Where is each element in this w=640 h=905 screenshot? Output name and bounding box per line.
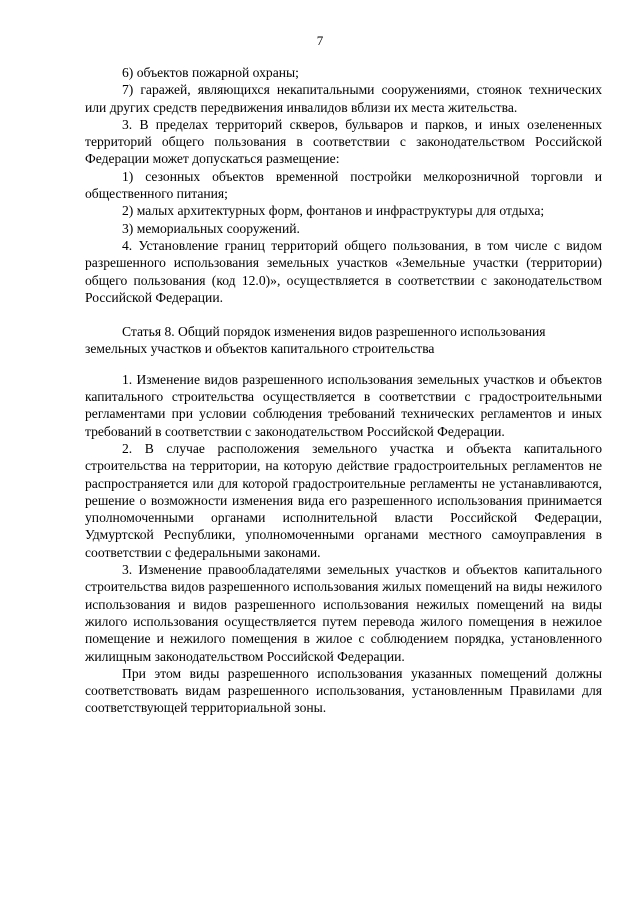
document-body bbox=[85, 64, 602, 717]
spacer bbox=[85, 306, 602, 323]
spacer bbox=[85, 358, 602, 371]
article-8-heading: Статья 8. Общий порядок изменения видов разрешенного использования земельных участков и объектов капитального строительства bbox=[85, 324, 546, 357]
article-8-paragraph-1: 1. Изменение видов разрешенного использования земельных участков и объектов капитального строительства осуществляется в соответствии с градостроительными регламентами при условии соблюдения требований технических регламентов и иных требований в соответствии с законодательством Российской Федерации. bbox=[85, 371, 602, 439]
paragraph-4: 4. Установление границ территорий общего пользования, в том числе с видом разрешенного использования земельных участков «Земельные участки (территории) общего пользования (код 12.0)», осуществляется в соответствии с законодательством Российской Федерации. bbox=[85, 237, 602, 305]
list-item: 2) малых архитектурных форм, фонтанов и инфраструктуры для отдыха; bbox=[122, 203, 545, 219]
article-8-paragraph-3: 3. Изменение правообладателями земельных участков и объектов капитального строительства видов разрешенного использования жилых помещений на виды нежилого использования и видов разрешенного использования нежилых помещений на виды жилого использования осуществляется путем перевода жилого помещения в нежилое помещение и нежилого помещения в жилое с соблюдением порядка, установленного жилищным законодательством Российской Федерации. bbox=[85, 562, 602, 664]
list-item: 3) мемориальных сооружений. bbox=[122, 220, 300, 236]
page-number: 7 bbox=[316, 33, 324, 48]
article-8-paragraph-2: 2. В случае расположения земельного участка и объекта капитального строительства на территории, на которую действие градостроительных регламентов не распространяется или для которой градостроительные регламенты не устанавливаются, решение о возможности изменения вида его разрешенного использования принимается уполномоченными органами исполнительной власти Российской Федерации, Удмуртской Республики, уполномоченными органами местного самоуправления в соответствии с федеральными законами. bbox=[85, 440, 602, 560]
list-item: 7) гаражей, являющихся некапитальными сооружениями, стоянок технических или других средств передвижения инвалидов вблизи их места жительства. bbox=[85, 82, 602, 115]
paragraph-3: 3. В пределах территорий скверов, бульваров и парков, и иных озелененных территорий общего пользования в соответствии с законодательством Российской Федерации может допускаться размещение: bbox=[85, 116, 602, 167]
list-item: 6) объектов пожарной охраны; bbox=[122, 65, 299, 80]
list-item: 1) сезонных объектов временной постройки мелкорозничной торговли и общественного питания; bbox=[85, 168, 602, 202]
article-8-paragraph-4: При этом виды разрешенного использования указанных помещений должны соответствовать видам разрешенного использования, установленным Правилами для соответствующей территориальной зоны. bbox=[85, 665, 602, 716]
